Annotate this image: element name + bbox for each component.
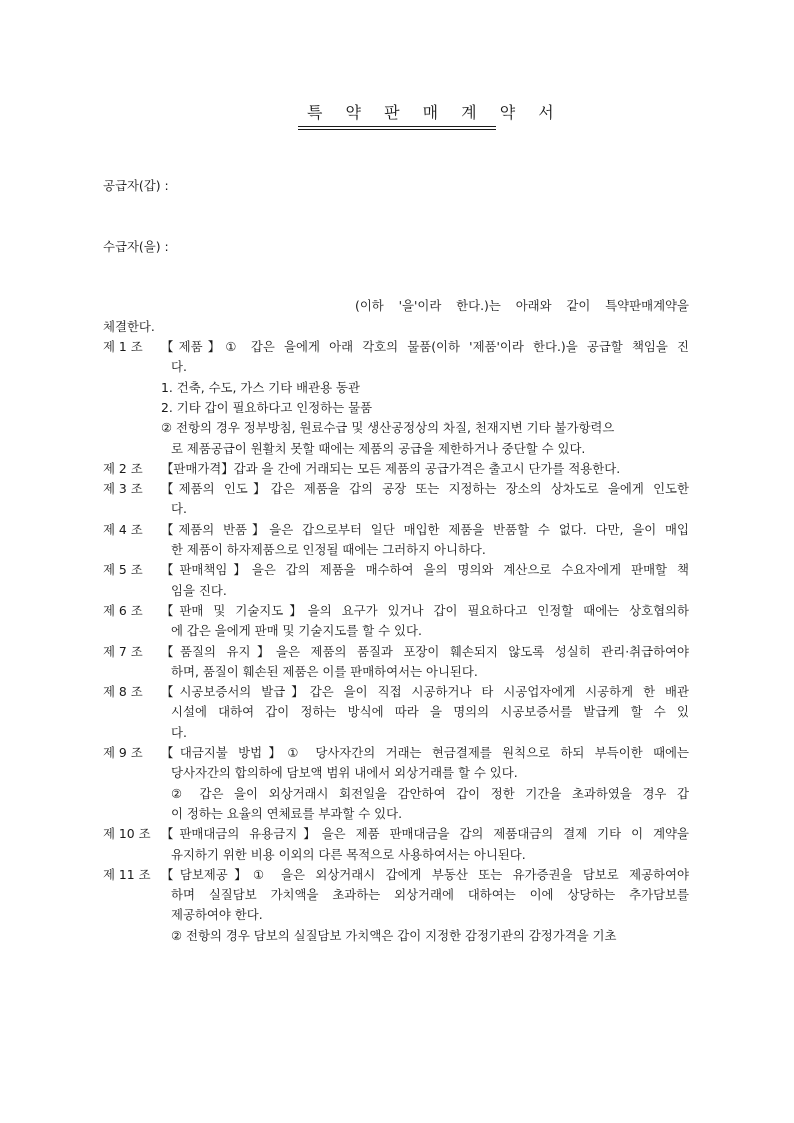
recipient-label: 수급자(을) : [103, 239, 169, 254]
article-line: ② 전항의 경우 담보의 실질담보 가치액은 갑이 지정한 감정기관의 감정가격을 기초 [171, 927, 617, 943]
article-line: 【판매책임】을은 갑의 제품을 매수하여 을의 명의와 계산으로 수요자에게 판매할 책 [161, 562, 689, 578]
article-number: 제 1 조 [103, 339, 143, 354]
article-line: 다. [171, 501, 187, 517]
article-number: 제 6 조 [103, 602, 143, 618]
article-line: 【제품의 인도】갑은 제품을 갑의 공장 또는 지정하는 장소의 상차도로 을에게 인도한 [161, 481, 689, 497]
article-line: ② 갑은 을이 외상거래시 회전일을 감안하여 갑이 정한 기간을 초과하였을 경우 갑 [171, 785, 689, 801]
intro-line-1: (이하 '을'이라 한다.)는 아래와 같이 특약판매계약을 [355, 298, 689, 313]
article-line: 【담보제공】① 을은 외상거래시 갑에게 부동산 또는 유가증권을 담보로 제공하여야 [161, 866, 689, 882]
article-line: 이 정하는 요율의 연체료를 부과할 수 있다. [171, 805, 403, 821]
article-line: 다. [171, 359, 187, 375]
intro-line-2: 체결한다. [103, 319, 155, 334]
article-subitem: 1. 건축, 수도, 가스 기타 배관용 동관 [161, 379, 360, 395]
article-number: 제 4 조 [103, 521, 143, 537]
article-line: 시설에 대하여 갑이 정하는 방식에 따라 을 명의의 시공보증서를 발급케 할 수 있 [171, 704, 689, 720]
article-line: 【제품의 반품】을은 갑으로부터 일단 매입한 제품을 반품할 수 없다. 다만, 을이 매입 [161, 521, 689, 537]
article-number: 제 10 조 [103, 826, 151, 842]
article-line: 【시공보증서의 발급】갑은 을이 직접 시공하거나 타 시공업자에게 시공하게 한 배관 [161, 684, 689, 700]
article-line: 제공하여야 한다. [171, 907, 263, 923]
article-line: 【제품】① 갑은 을에게 아래 각호의 물품(이하 '제품'이라 한다.)을 공급할 책임을 진 [161, 339, 689, 354]
article-number: 제 2 조 [103, 460, 143, 476]
article-line: 유지하기 위한 비용 이외의 다른 목적으로 사용하여서는 아니된다. [171, 846, 526, 862]
title-underline-2 [298, 129, 496, 130]
article-line: 임을 진다. [171, 582, 227, 598]
article-number: 제 3 조 [103, 481, 143, 497]
document-title: 특 약 판 매 계 약 서 [307, 103, 563, 122]
article-subitem: 로 제품공급이 원활치 못할 때에는 제품의 공급을 제한하거나 중단할 수 있다. [171, 440, 586, 456]
article-line: 당사자간의 합의하에 담보액 범위 내에서 외상거래를 할 수 있다. [171, 765, 518, 781]
article-number: 제 5 조 [103, 562, 143, 578]
supplier-label: 공급자(갑) : [103, 178, 169, 193]
article-line: 하며, 품질이 훼손된 제품은 이를 판매하여서는 아니된다. [171, 663, 478, 679]
article-number: 제 11 조 [103, 866, 151, 882]
article-number: 제 8 조 [103, 684, 143, 700]
article-number: 제 7 조 [103, 643, 143, 659]
article-number: 제 9 조 [103, 745, 143, 760]
article-line: 【품질의 유지】을은 제품의 품질과 포장이 훼손되지 않도록 성실히 관리·취급하여야 [161, 643, 689, 659]
article-line: 【대금지불 방법】① 당사자간의 거래는 현금결제를 원칙으로 하되 부득이한 때에는 [161, 745, 689, 760]
article-line: 한 제품이 하자제품으로 인정될 때에는 그러하지 아니하다. [171, 542, 486, 557]
article-line: 하며 실질담보 가치액을 초과하는 외상거래에 대하여는 이에 상당하는 추가담보를 [171, 887, 689, 903]
article-line: 【판매가격】갑과 을 간에 거래되는 모든 제품의 공급가격은 출고시 단가를 적용한다. [161, 460, 621, 476]
article-line: 다. [171, 724, 187, 740]
article-line: 에 갑은 을에게 판매 및 기술지도를 할 수 있다. [171, 623, 422, 639]
article-line: 【판매 및 기술지도】을의 요구가 있거나 갑이 필요하다고 인정할 때에는 상호협의하 [161, 602, 689, 618]
title-underline [298, 126, 496, 127]
article-subitem: ② 전항의 경우 정부방침, 원료수급 및 생산공정상의 차질, 천재지변 기타 불가항력으 [161, 420, 615, 436]
article-subitem: 2. 기타 갑이 필요하다고 인정하는 물품 [161, 399, 373, 415]
article-line: 【판매대금의 유용금지】을은 제품 판매대금을 갑의 제품대금의 결제 기타 이 계약을 [161, 826, 689, 842]
